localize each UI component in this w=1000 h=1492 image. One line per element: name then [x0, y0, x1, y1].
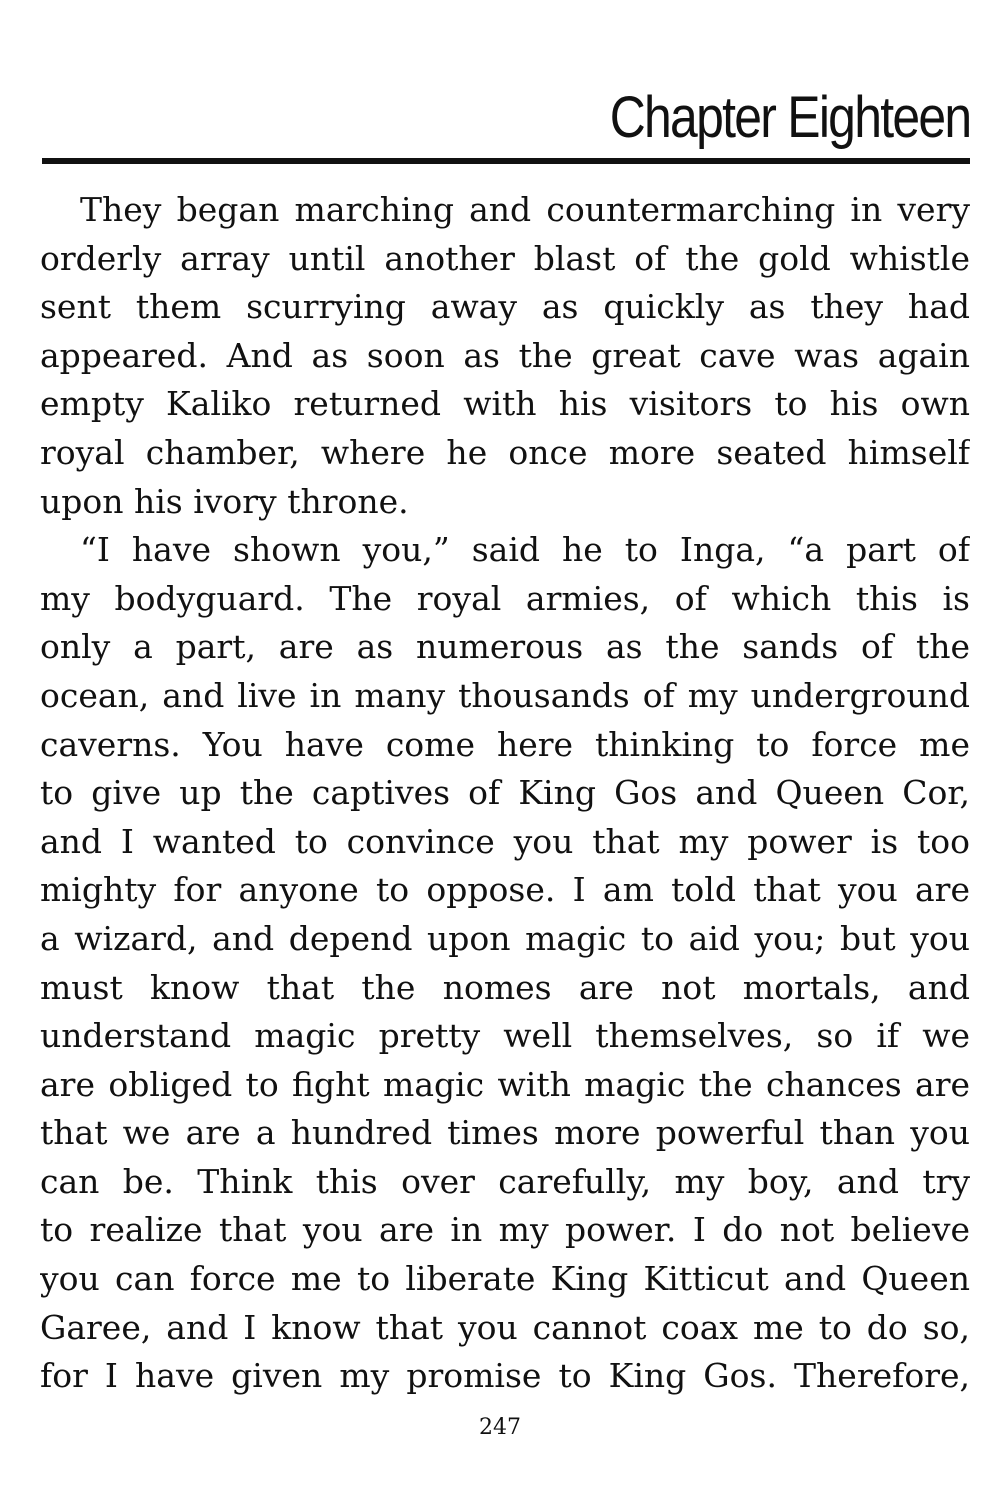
- text-line: that we are a hundred times more powerful than you: [40, 1113, 970, 1153]
- body-text: [40, 186, 970, 1401]
- text-line: empty Kaliko returned with his visitors to his own: [40, 384, 970, 424]
- text-line: my bodyguard. The royal armies, of which this is: [40, 578, 970, 618]
- text-line: mighty for anyone to oppose. I am told that you are: [40, 870, 970, 910]
- text-line: royal chamber, where he once more seated himself: [40, 432, 970, 472]
- text-line: appeared. And as soon as the great cave was again: [40, 335, 970, 375]
- text-line: Garee, and I know that you cannot coax me to do so,: [40, 1307, 970, 1347]
- text-line: understand magic pretty well themselves, so if we: [40, 1016, 970, 1056]
- text-line: upon his ivory throne.: [40, 481, 409, 521]
- text-line: to realize that you are in my power. I do not believe: [40, 1210, 970, 1250]
- text-line: “I have shown you,” said he to Inga, “a part of: [80, 530, 970, 570]
- text-line: you can force me to liberate King Kitticut and Queen: [40, 1259, 970, 1299]
- text-line: must know that the nomes are not mortals, and: [40, 967, 970, 1007]
- text-line: a wizard, and depend upon magic to aid you; but you: [40, 918, 970, 958]
- text-line: They began marching and countermarching in very: [80, 190, 970, 229]
- text-line: are obliged to fight magic with magic the chances are: [40, 1064, 970, 1104]
- chapter-title: Chapter Eighteen: [609, 85, 970, 150]
- text-line: for I have given my promise to King Gos. Therefore,: [40, 1356, 970, 1396]
- text-line: orderly array until another blast of the gold whistle: [40, 238, 970, 278]
- text-line: ocean, and live in many thousands of my underground: [40, 675, 970, 715]
- text-line: and I wanted to convince you that my power is too: [40, 821, 970, 861]
- text-line: only a part, are as numerous as the sands of the: [40, 627, 970, 667]
- text-line: to give up the captives of King Gos and Queen Cor,: [40, 773, 970, 813]
- text-line: caverns. You have come here thinking to force me: [40, 724, 970, 764]
- text-line: can be. Think this over carefully, my boy, and try: [40, 1161, 970, 1201]
- page-number: 247: [479, 1415, 521, 1440]
- text-line: sent them scurrying away as quickly as they had: [40, 287, 970, 327]
- chapter-rule: [42, 158, 970, 164]
